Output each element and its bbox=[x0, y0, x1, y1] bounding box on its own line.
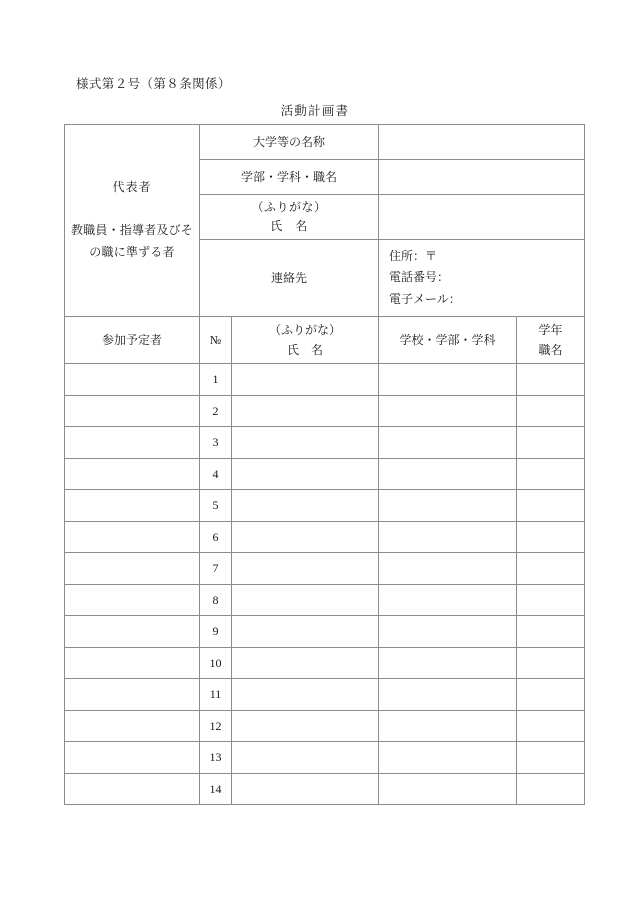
participant-no: 10 bbox=[200, 647, 232, 679]
participant-grade-cell[interactable] bbox=[517, 647, 585, 679]
table-row bbox=[65, 395, 585, 427]
participant-grade-cell[interactable] bbox=[517, 427, 585, 459]
participant-school-cell[interactable] bbox=[379, 679, 517, 711]
participant-grade-cell[interactable] bbox=[517, 773, 585, 805]
participant-no: 11 bbox=[200, 679, 232, 711]
label-contact: 連絡先 bbox=[200, 240, 379, 317]
contact-field-email[interactable]: 電子メール： bbox=[389, 291, 461, 306]
participant-school-cell[interactable] bbox=[379, 710, 517, 742]
participant-section-cell[interactable] bbox=[65, 364, 200, 396]
participant-grade-cell[interactable] bbox=[517, 584, 585, 616]
contact-field-phone[interactable]: 電話番号： bbox=[389, 270, 450, 285]
label-university-name: 大学等の名称 bbox=[200, 125, 379, 160]
participants-header-row bbox=[65, 317, 585, 364]
participant-name-cell[interactable] bbox=[232, 773, 379, 805]
contact-field-address[interactable]: 住所：〒 bbox=[389, 249, 438, 263]
participant-no: 1 bbox=[200, 364, 232, 396]
participant-section-cell[interactable] bbox=[65, 616, 200, 648]
table-row bbox=[65, 616, 585, 648]
participant-name-cell[interactable] bbox=[232, 616, 379, 648]
participant-section-cell[interactable] bbox=[65, 710, 200, 742]
participant-section-cell[interactable] bbox=[65, 521, 200, 553]
contact-fields-cell[interactable] bbox=[379, 240, 585, 317]
document-title: 活動計画書 bbox=[280, 104, 350, 118]
header-participant-name-main: 氏 名 bbox=[287, 343, 324, 358]
representative-label-sub: 教職員・指導者及びその職に準ずる者 bbox=[71, 222, 194, 259]
participant-school-cell[interactable] bbox=[379, 458, 517, 490]
header-participants-section: 参加予定者 bbox=[65, 317, 200, 364]
table-row bbox=[65, 490, 585, 522]
participant-name-cell[interactable] bbox=[232, 427, 379, 459]
participant-grade-cell[interactable] bbox=[517, 490, 585, 522]
header-grade-position bbox=[517, 317, 585, 364]
table-row bbox=[65, 521, 585, 553]
table-row bbox=[65, 427, 585, 459]
participant-name-cell[interactable] bbox=[232, 710, 379, 742]
table-row bbox=[65, 553, 585, 585]
contact-field-list bbox=[379, 240, 584, 316]
participant-section-cell[interactable] bbox=[65, 742, 200, 774]
table-row bbox=[65, 584, 585, 616]
table-row bbox=[65, 679, 585, 711]
table-row bbox=[65, 458, 585, 490]
participant-name-cell[interactable] bbox=[232, 647, 379, 679]
participant-name-cell[interactable] bbox=[232, 553, 379, 585]
representative-section-cell bbox=[65, 125, 200, 317]
header-participant-name-kana: （ふりがな） bbox=[269, 322, 342, 337]
participant-no: 2 bbox=[200, 395, 232, 427]
participant-no: 4 bbox=[200, 458, 232, 490]
participant-grade-cell[interactable] bbox=[517, 364, 585, 396]
participant-section-cell[interactable] bbox=[65, 427, 200, 459]
participant-school-cell[interactable] bbox=[379, 584, 517, 616]
participant-section-cell[interactable] bbox=[65, 395, 200, 427]
participant-grade-cell[interactable] bbox=[517, 521, 585, 553]
participant-grade-cell[interactable] bbox=[517, 395, 585, 427]
participant-school-cell[interactable] bbox=[379, 742, 517, 774]
participant-section-cell[interactable] bbox=[65, 584, 200, 616]
label-representative-name bbox=[200, 195, 379, 240]
participant-no: 9 bbox=[200, 616, 232, 648]
participant-no: 5 bbox=[200, 490, 232, 522]
participant-school-cell[interactable] bbox=[379, 773, 517, 805]
participant-no: 12 bbox=[200, 710, 232, 742]
participant-name-cell[interactable] bbox=[232, 458, 379, 490]
participant-name-cell[interactable] bbox=[232, 742, 379, 774]
table-row bbox=[65, 773, 585, 805]
participant-name-cell[interactable] bbox=[232, 679, 379, 711]
participant-grade-cell[interactable] bbox=[517, 553, 585, 585]
input-university-name[interactable] bbox=[379, 125, 585, 160]
table-row bbox=[65, 742, 585, 774]
header-position: 職名 bbox=[538, 343, 563, 358]
participant-section-cell[interactable] bbox=[65, 647, 200, 679]
activity-plan-table bbox=[64, 124, 585, 805]
label-faculty-department-title: 学部・学科・職名 bbox=[200, 160, 379, 195]
participant-name-cell[interactable] bbox=[232, 490, 379, 522]
participant-school-cell[interactable] bbox=[379, 490, 517, 522]
participant-grade-cell[interactable] bbox=[517, 458, 585, 490]
participant-name-cell[interactable] bbox=[232, 521, 379, 553]
participant-school-cell[interactable] bbox=[379, 427, 517, 459]
header-participant-name bbox=[232, 317, 379, 364]
participant-name-cell[interactable] bbox=[232, 395, 379, 427]
participant-grade-cell[interactable] bbox=[517, 616, 585, 648]
participant-no: 13 bbox=[200, 742, 232, 774]
table-row bbox=[65, 647, 585, 679]
participant-school-cell[interactable] bbox=[379, 521, 517, 553]
input-representative-name[interactable] bbox=[379, 195, 585, 240]
label-name-main: 氏 名 bbox=[270, 219, 308, 233]
participant-section-cell[interactable] bbox=[65, 773, 200, 805]
participant-school-cell[interactable] bbox=[379, 647, 517, 679]
header-school: 学校・学部・学科 bbox=[379, 317, 517, 364]
participant-name-cell[interactable] bbox=[232, 584, 379, 616]
input-faculty-department-title[interactable] bbox=[379, 160, 585, 195]
label-name-kana: （ふりがな） bbox=[251, 199, 327, 214]
table-body bbox=[65, 125, 585, 805]
participant-school-cell[interactable] bbox=[379, 364, 517, 396]
participant-section-cell[interactable] bbox=[65, 490, 200, 522]
participant-name-cell[interactable] bbox=[232, 364, 379, 396]
table-row bbox=[65, 364, 585, 396]
participant-school-cell[interactable] bbox=[379, 395, 517, 427]
participant-no: 6 bbox=[200, 521, 232, 553]
participant-school-cell[interactable] bbox=[379, 553, 517, 585]
table-row-university-name bbox=[65, 125, 585, 160]
representative-label-main: 代表者 bbox=[112, 180, 152, 195]
form-code-label: 様式第２号（第８条関係） bbox=[76, 77, 231, 91]
participant-section-cell[interactable] bbox=[65, 458, 200, 490]
participant-no: 8 bbox=[200, 584, 232, 616]
header-no: № bbox=[200, 317, 232, 364]
header-grade: 学年 bbox=[538, 322, 563, 337]
table-row bbox=[65, 710, 585, 742]
participant-grade-cell[interactable] bbox=[517, 742, 585, 774]
form-table-container bbox=[64, 124, 584, 805]
participant-no: 7 bbox=[200, 553, 232, 585]
participant-no: 3 bbox=[200, 427, 232, 459]
participant-section-cell[interactable] bbox=[65, 679, 200, 711]
participant-grade-cell[interactable] bbox=[517, 679, 585, 711]
participant-school-cell[interactable] bbox=[379, 616, 517, 648]
participant-section-cell[interactable] bbox=[65, 553, 200, 585]
participant-no: 14 bbox=[200, 773, 232, 805]
participant-grade-cell[interactable] bbox=[517, 710, 585, 742]
